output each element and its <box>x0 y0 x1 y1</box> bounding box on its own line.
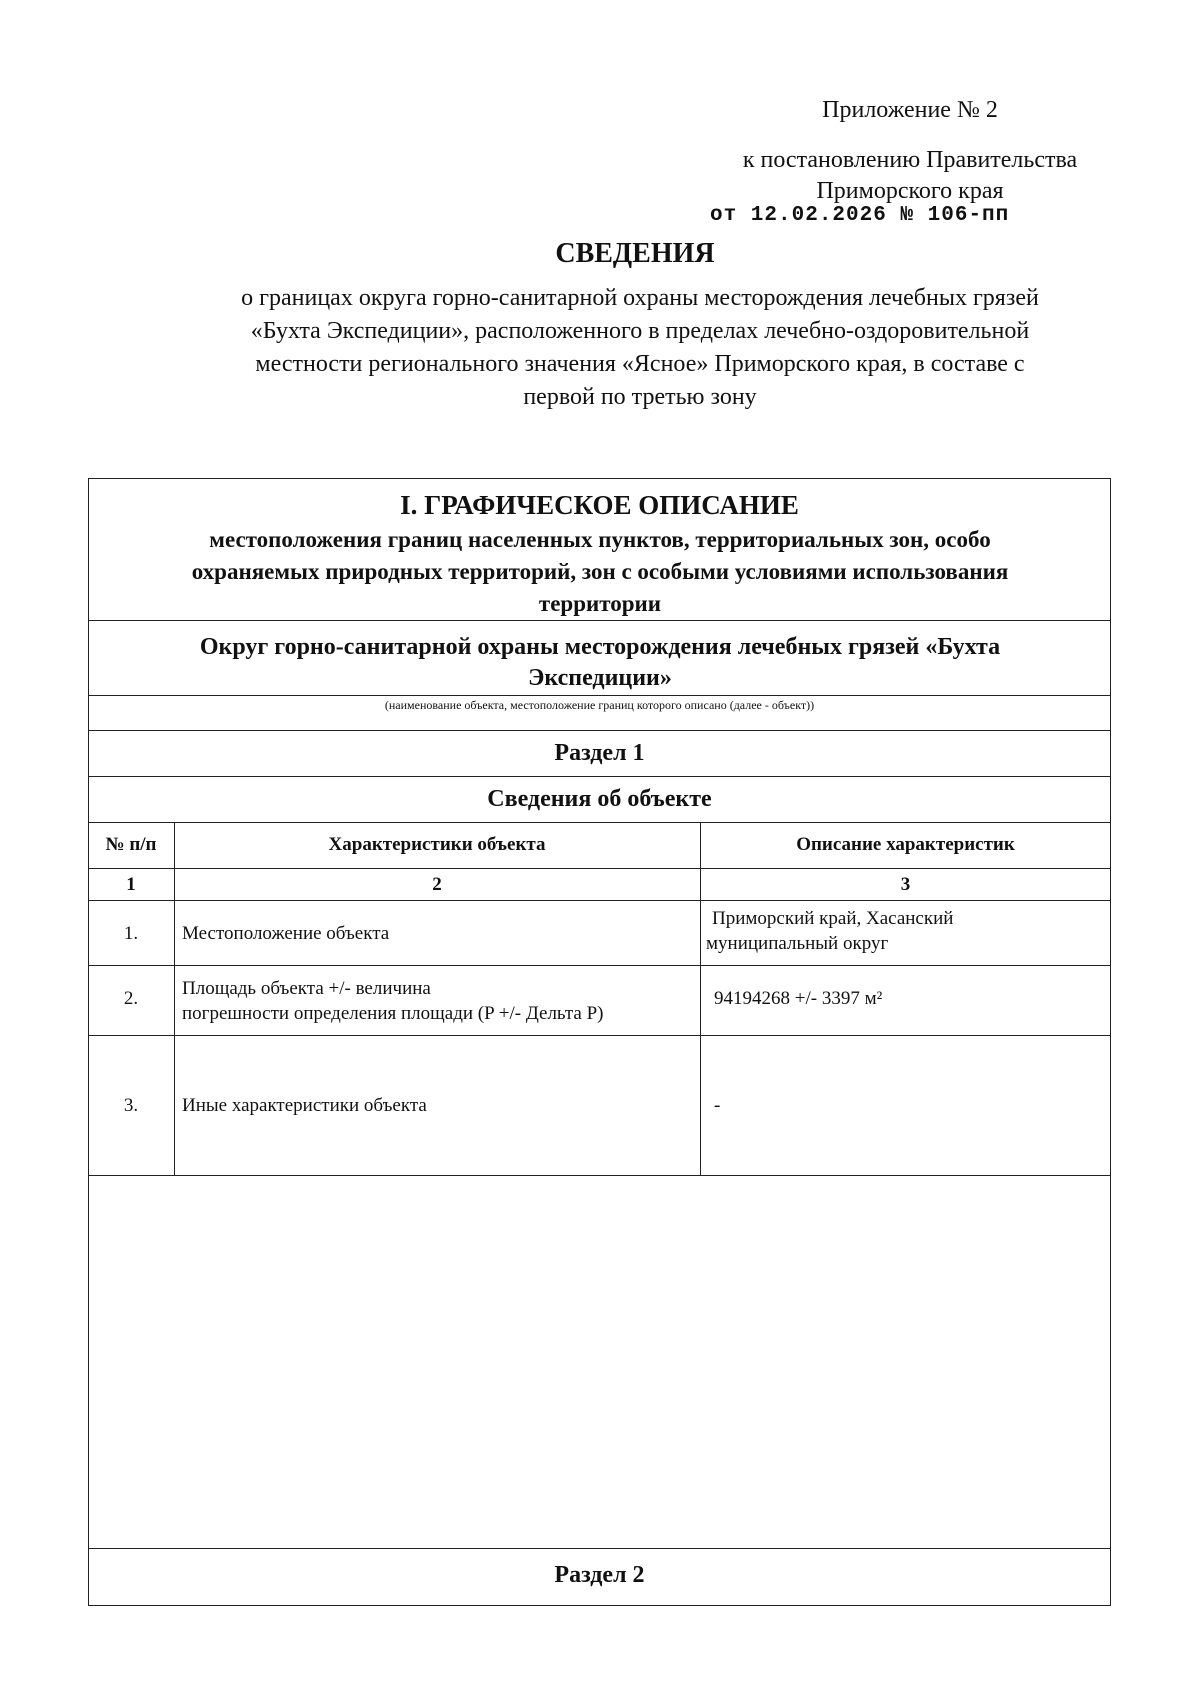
table-divider <box>88 730 1111 731</box>
subtitle-line: «Бухта Экспедиции», расположенного в пределах лечебно-оздоровительной <box>250 318 1030 344</box>
row-characteristic <box>182 976 697 1026</box>
document-subtitle <box>150 282 1130 414</box>
desc-line: территории <box>538 591 662 616</box>
table-divider <box>88 620 1111 621</box>
appendix-label: Приложение № 2 <box>822 97 998 123</box>
row-description <box>706 906 1106 956</box>
description-line: 94194268 +/- 3397 м² <box>714 988 883 1009</box>
object-name <box>110 632 1090 694</box>
graphic-description-title: I. ГРАФИЧЕСКОЕ ОПИСАНИЕ <box>400 490 799 520</box>
table-divider <box>88 868 1111 869</box>
table-divider <box>88 822 1111 823</box>
characteristic-line: Иные характеристики объекта <box>182 1095 427 1116</box>
section-2-label: Раздел 2 <box>554 1562 645 1588</box>
decree-stamp: от 12.02.2026 № 106-пп <box>710 204 1010 227</box>
description-line: Приморский край, Хасанский <box>712 908 954 929</box>
table-divider <box>88 1035 1111 1036</box>
region-name: Приморского края <box>816 178 1004 204</box>
characteristic-line: Местоположение объекта <box>182 923 390 944</box>
subtitle-line: первой по третью зону <box>523 384 757 410</box>
object-name-line: Округ горно-санитарной охраны месторождения лечебных грязей «Бухта <box>199 634 1001 660</box>
row-description <box>714 988 1104 1010</box>
desc-line: местоположения границ населенных пунктов, территориальных зон, особо <box>209 527 991 552</box>
object-note: (наименование объекта, местоположение границ которого описано (далее - объект)) <box>384 698 815 712</box>
table-divider <box>88 1175 1111 1176</box>
row-number: 3. <box>123 1095 139 1116</box>
subtitle-line: о границах округа горно-санитарной охраны месторождения лечебных грязей <box>241 285 1039 311</box>
row-characteristic <box>182 1095 692 1117</box>
characteristic-line: Площадь объекта +/- величина <box>182 978 431 999</box>
section-1-title: Сведения об объекте <box>487 786 712 812</box>
header-description: Описание характеристик <box>796 834 1015 855</box>
document-title: СВЕДЕНИЯ <box>555 238 715 269</box>
header-characteristics: Характеристики объекта <box>328 834 546 855</box>
header-number: № п/п <box>105 834 157 855</box>
graphic-description-text <box>100 524 1100 620</box>
table-divider <box>88 900 1111 901</box>
row-number: 1. <box>123 923 139 944</box>
section-1-label: Раздел 1 <box>554 740 645 766</box>
characteristic-line: погрешности определения площади (P +/- Дельта P) <box>182 1003 604 1024</box>
row-description <box>714 1095 1104 1117</box>
column-number: 3 <box>900 874 911 895</box>
row-characteristic <box>182 923 692 945</box>
row-number: 2. <box>123 988 139 1009</box>
column-number: 1 <box>126 874 136 895</box>
description-line: муниципальный округ <box>706 933 889 954</box>
table-divider <box>88 695 1111 696</box>
decree-reference: к постановлению Правительства <box>742 147 1078 173</box>
desc-line: охраняемых природных территорий, зон с особыми условиями использования <box>191 559 1009 584</box>
description-line: - <box>714 1095 721 1116</box>
object-name-line: Экспедиции» <box>528 665 672 691</box>
subtitle-line: местности регионального значения «Ясное» Приморского края, в составе с <box>255 351 1025 377</box>
table-divider <box>88 1548 1111 1549</box>
table-divider <box>88 965 1111 966</box>
column-number: 2 <box>432 874 442 895</box>
table-divider <box>88 776 1111 777</box>
